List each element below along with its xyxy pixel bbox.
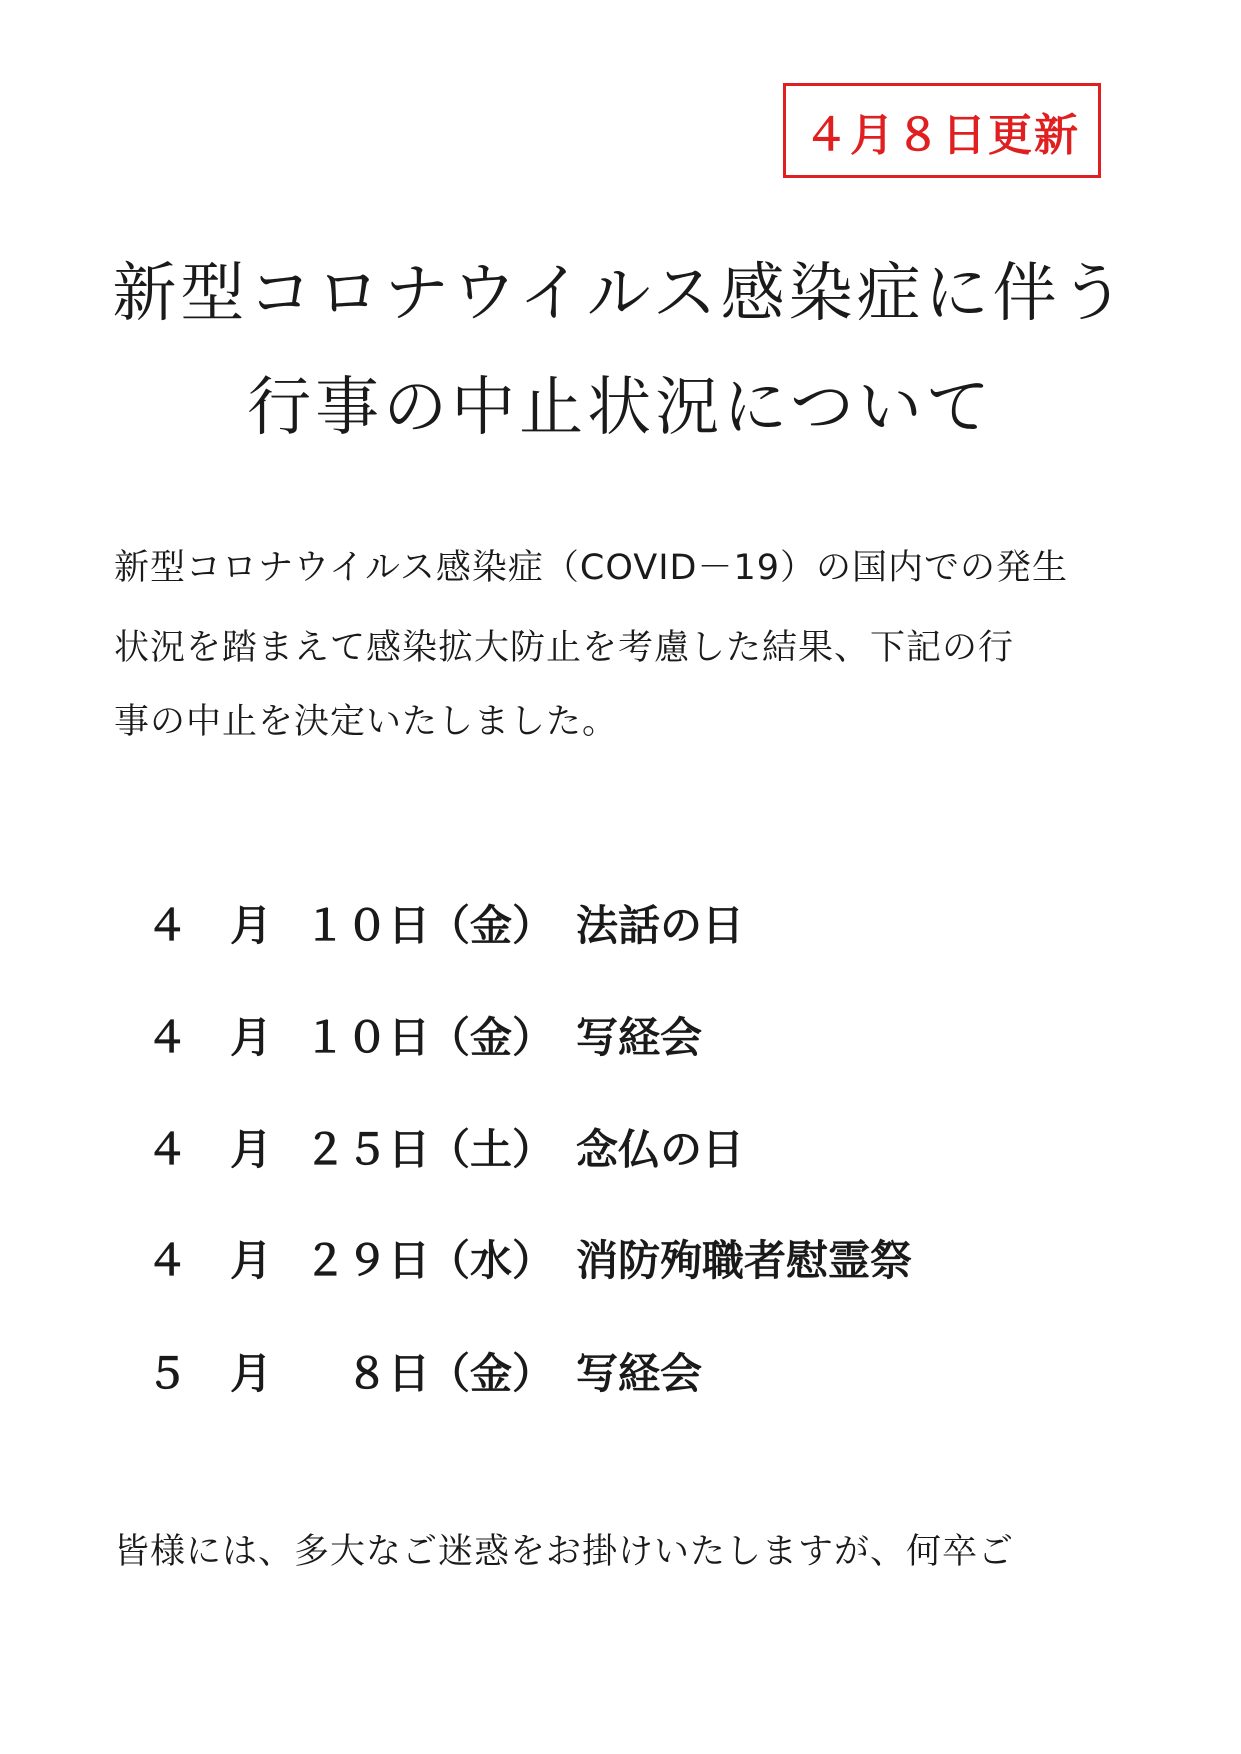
event-name: 法話の日 (576, 901, 745, 950)
event-weekday: （金） (428, 1349, 555, 1398)
event-weekday: （土） (428, 1125, 555, 1174)
event-month: ４ 月 (146, 1013, 273, 1062)
intro-paragraph-line-1: 新型コロナウイルス感染症（COVID－19）の国内での発生 (114, 548, 1069, 588)
event-weekday: （金） (428, 901, 555, 950)
event-day: ８日 (304, 1349, 431, 1398)
event-month: ４ 月 (146, 901, 273, 950)
event-name: 写経会 (576, 1013, 703, 1062)
event-month: ４ 月 (146, 1236, 273, 1285)
event-weekday: （水） (428, 1236, 555, 1285)
event-day: １０日 (304, 1013, 431, 1062)
intro-paragraph-line-3: 事の中止を決定いたしました。 (114, 702, 619, 742)
event-month: ４ 月 (146, 1125, 273, 1174)
event-weekday: （金） (428, 1013, 555, 1062)
event-name: 消防殉職者慰霊祭 (576, 1236, 913, 1285)
update-badge (783, 83, 1101, 178)
closing-paragraph: 皆様には、多大なご迷惑をお掛けいたしますが、何卒ご (114, 1532, 1015, 1572)
event-month: ５ 月 (146, 1349, 273, 1398)
event-day: ２５日 (304, 1125, 431, 1174)
update-date-label: ４月８日更新 (804, 109, 1080, 161)
page-title-line-1: 新型コロナウイルス感染症に伴う (112, 257, 1129, 331)
event-name: 念仏の日 (576, 1125, 745, 1174)
intro-paragraph-line-2: 状況を踏まえて感染拡大防止を考慮した結果、下記の行 (114, 628, 1015, 668)
page-title-line-2: 行事の中止状況について (247, 371, 994, 445)
event-day: １０日 (304, 901, 431, 950)
event-name: 写経会 (576, 1349, 703, 1398)
event-day: ２９日 (304, 1236, 431, 1285)
